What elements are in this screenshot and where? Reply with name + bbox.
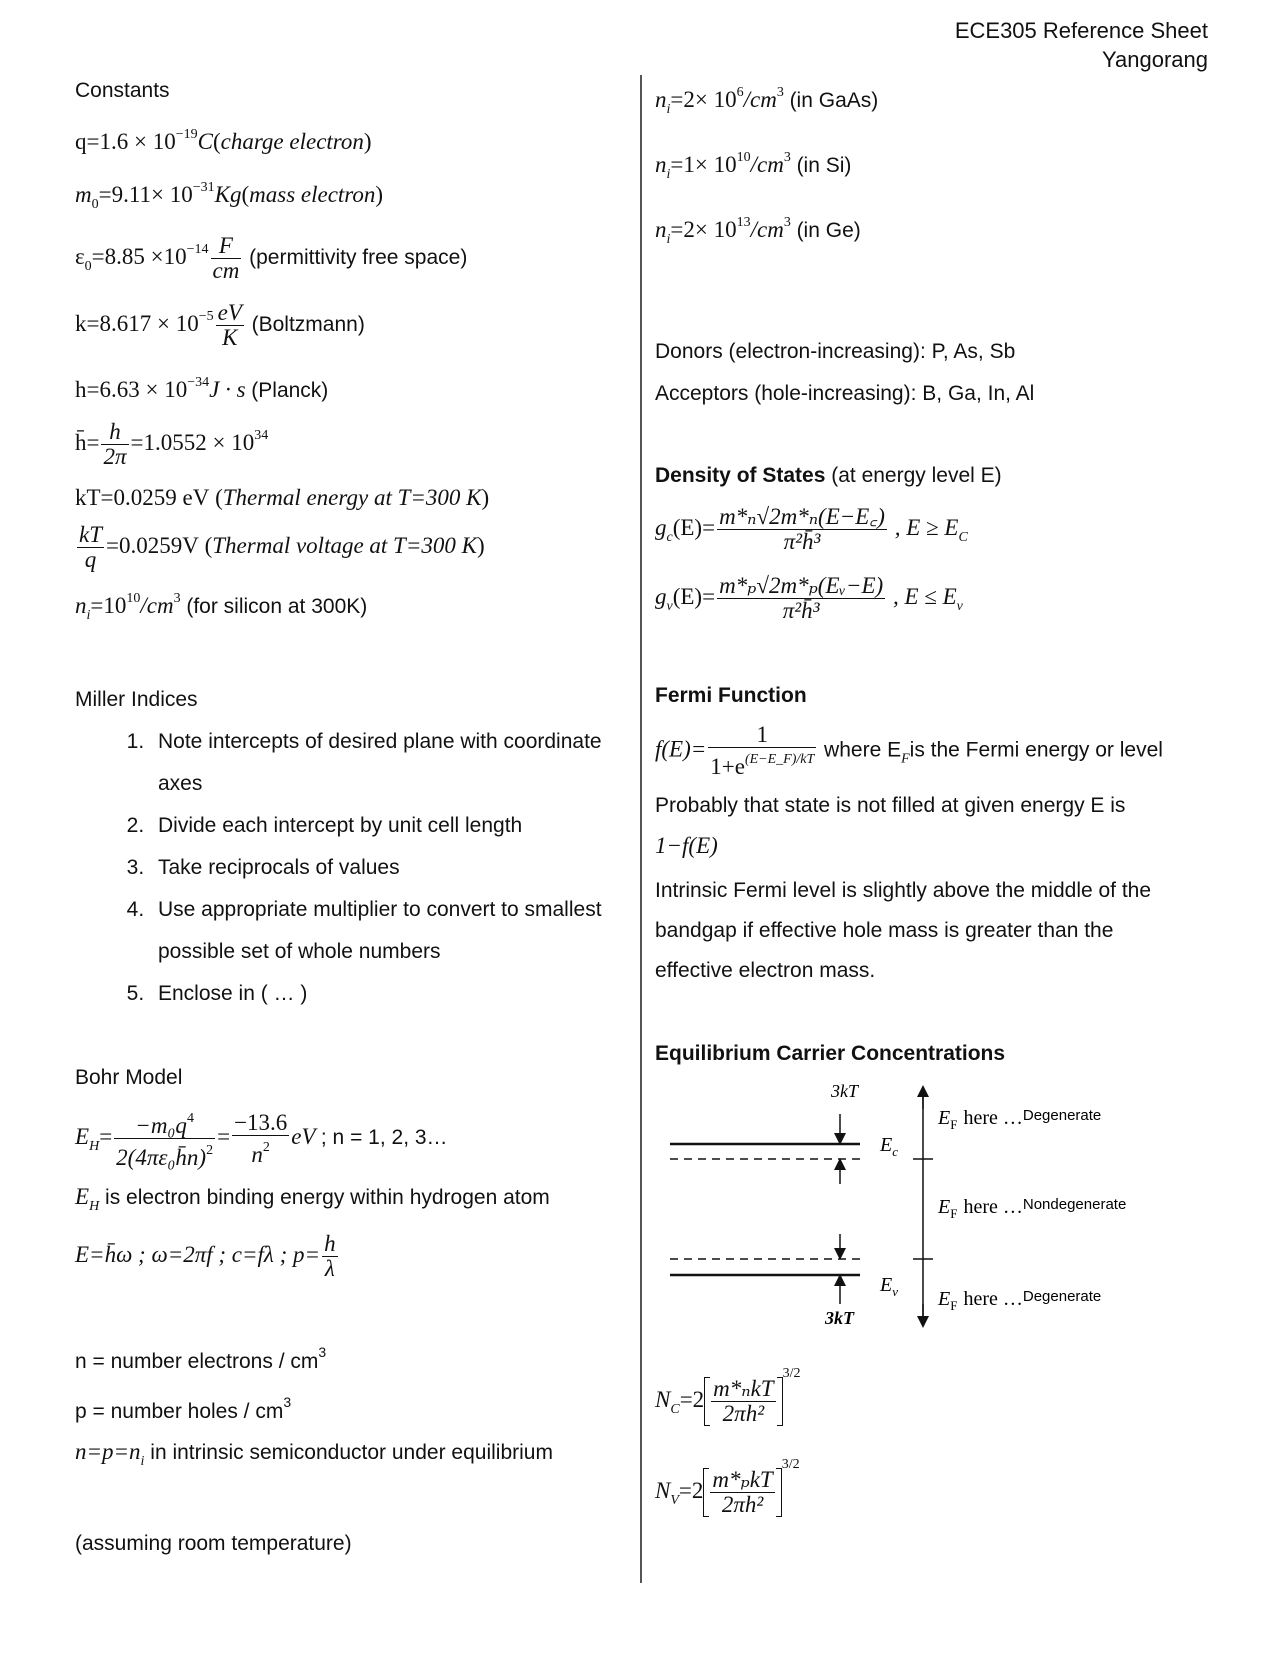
bohr-energy-equation: $E_H=$ $\frac{-m_0q^4}{2(4\pi\varepsilon_0h̄n)^2}$ = $\frac{-13.6}{n^2}$ eV ; n = 1, 2, 3… [75,1107,635,1170]
intrinsic-fermi-note: Intrinsic Fermi level is slightly above the middle of the bandgap if effective hole mass is greater than the effective electron mass. [655,879,1152,982]
right-column [655,74,1215,1517]
fermi-function: f(E)= $\frac{1}{1+e^{(E-E\_F)/kT}}$ where $E_Fis$ the Fermi energy or level [655,722,1163,779]
intrinsic-equilibrium: $n=p=n_i$ in intrinsic semiconductor under equilibrium [75,1439,553,1469]
ec-label: $E_c$ [880,1134,898,1159]
ev-label: $E_v$ [880,1274,898,1299]
miller-steps [75,721,635,1015]
sheet-title: ECE305 Reference Sheet [954,18,1208,43]
ni-si: $n_i=1\times 10^{10}/cm^3$ (in Si) [655,150,852,182]
miller-step: 1. Note intercepts of desired plane with coordinate axes [150,721,628,805]
ef-region-middle: $E_F$ here …$^{Nondegenerate}$ [938,1196,1127,1221]
dos-heading: Density of States (at energy level E) [655,464,1002,487]
room-temperature-note: (assuming room temperature) [75,1532,352,1555]
acceptors-list: Acceptors (hole-increasing): B, Ga, In, Al [655,382,1035,405]
bohr-relations: E=h̄ω ; ω=2πf ; c=fλ ; p= $\frac{h}{\lambda}$ [75,1231,336,1281]
left-column [75,74,635,1559]
electron-density-definition: n = number electrons / $cm^3$ [75,1344,327,1373]
nc-equation: $N_C=2$ $\frac{\text{m*ₙkT}}{\text{2πh²}}$ $^{3/2}$ [655,1366,801,1427]
dos-valence: $g_v(E)=$ $\frac{\text{m*ₚ√2m*ₚ(Eᵥ−E)}}{\text{π²h̄³}}$ , $E \le E_v$ [655,573,963,623]
bohr-heading: Bohr Model [75,1066,183,1089]
const-electron-mass: $m_0=9.11\times$ $10^{-31}Kg(mass$ electron) [75,180,384,212]
ni-gaas: $n_i=2\times 10^6/cm^3$ (in GaAs) [655,85,879,117]
const-thermal-energy: kT=0.0259 eV (Thermal energy at T=300 K) [75,485,490,510]
ef-region-bottom: $E_F$ here …$^{Degenerate}$ [938,1288,1102,1313]
const-planck: $h=6.63 \times 10^{-34}J \cdot s$ (Planck) [75,375,329,402]
const-intrinsic-si: $n_i=10^{10}/cm^3$ (for silicon at 300K) [75,591,368,623]
miller-step: 3. Take reciprocals of values [150,847,635,889]
fermi-complement: 1−f(E) [655,833,718,858]
constants-heading: Constants [75,79,170,102]
fermi-probability: Probably that state is not filled at given energy E is [655,794,1126,817]
const-permittivity: $\varepsilon_0=8.85 \times 10^{-14}$ $\frac{F}{cm}$ (permittivity free space) [75,233,468,283]
ni-ge: $n_i=2\times 10^{13}/cm^3$ (in Ge) [655,215,861,247]
donors-list: Donors (electron-increasing): P, As, Sb [655,340,1016,363]
page-header [955,16,1208,74]
dos-conduction: $g_c(E)=$ $\frac{\text{m*ₙ√2m*ₙ(E−E꜀)}}{\text{π²h̄³}}$ , $E \ge E_C$ [655,504,968,554]
equilibrium-heading: Equilibrium Carrier Concentrations [655,1042,1006,1065]
const-boltzmann: $k=8.617 \times 10^{-5}$ $\frac{eV}{K}$ (Boltzmann) [75,300,365,350]
miller-step: 5. Enclose in ( … ) [150,973,635,1015]
hole-density-definition: p = number holes / $cm^3$ [75,1394,292,1423]
band-diagram [655,1079,1175,1329]
bottom-3kt-label: 3kT [825,1308,854,1328]
miller-step: 2. Divide each intercept by unit cell length [150,805,635,847]
author-name: Yangorang [1101,47,1208,72]
miller-step: 4. Use appropriate multiplier to convert to smallest possible set of whole numbers [150,889,628,973]
miller-heading: Miller Indices [75,688,198,711]
nv-equation: $N_V=2$ $\frac{\text{m*ₚkT}}{\text{2πh²}}$ $^{3/2}$ [655,1457,800,1518]
bohr-description: $E_H$ is electron binding energy within hydrogen atom [75,1184,550,1214]
column-divider [640,75,642,1583]
ef-region-top: $E_F$ here …$^{Degenerate}$ [938,1107,1102,1132]
fermi-heading: Fermi Function [655,684,807,707]
top-3kt-label: 3kT [831,1081,858,1101]
const-thermal-voltage: $\frac{kT}{q}$ =0.0259V (Thermal voltage at T=300 K) [79,522,485,572]
const-charge: $q=1.6 \times 10^{-19}C(charge$ electron) [75,127,372,154]
const-hbar: h̄= $\frac{h}{2\pi}$ $=1.0552 \times 10^{34}$ [75,419,269,469]
